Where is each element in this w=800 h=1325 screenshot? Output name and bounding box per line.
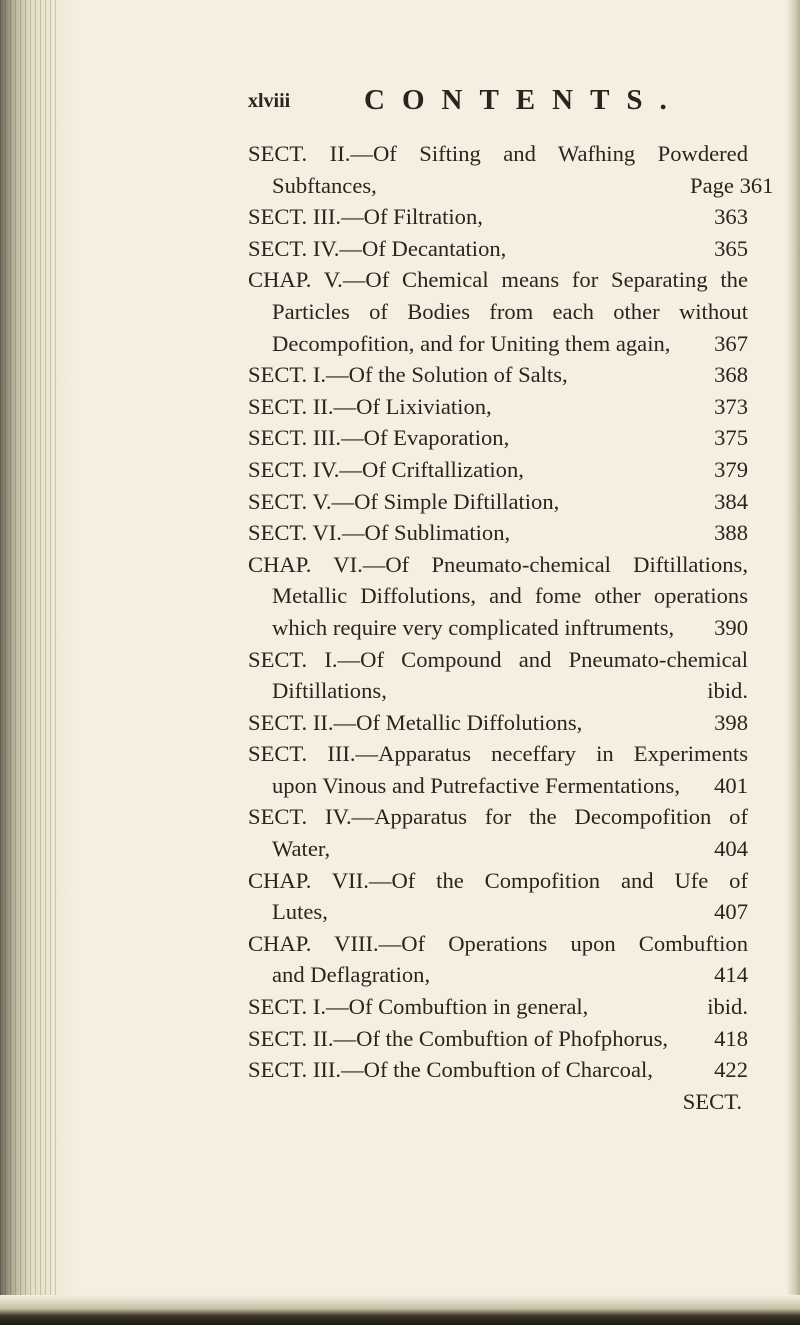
toc-line	[248, 486, 748, 518]
toc-entry	[248, 549, 748, 644]
toc-line-text: SECT. II.—Of Lixiviation,	[248, 393, 492, 419]
toc-line	[248, 1054, 748, 1086]
page-edge-bottom	[0, 1295, 800, 1325]
toc-page-number: 390	[714, 614, 748, 640]
toc-line	[248, 612, 748, 644]
toc-line	[248, 170, 774, 202]
toc-entry	[248, 201, 748, 233]
toc-page-number: 388	[714, 520, 748, 546]
toc-entry	[248, 264, 748, 359]
toc-page-number: ibid.	[707, 678, 748, 704]
toc-line-text: CHAP. VI.—Of Pneumato-chemical Diftillations,	[248, 551, 748, 577]
toc-entry	[248, 644, 748, 707]
toc-line	[248, 833, 748, 865]
toc-line	[248, 928, 748, 960]
toc-line	[248, 391, 748, 423]
toc-entry	[248, 391, 748, 423]
toc-line-text: Diftillations,	[272, 678, 387, 704]
folio-number: xlviii	[248, 90, 291, 112]
toc-entry	[248, 865, 748, 928]
toc-line-text: SECT. III.—Of the Combuftion of Charcoal,	[248, 1057, 653, 1083]
catchword: SECT.	[682, 1088, 742, 1114]
toc-line-text: SECT. II.—Of the Combuftion of Phofphorus,	[248, 1025, 669, 1051]
toc-line-text: CHAP. VII.—Of the Compofition and Ufe of	[248, 867, 748, 893]
toc-entry	[248, 928, 748, 991]
toc-page-number: 401	[714, 772, 748, 798]
toc-entry	[248, 233, 748, 265]
toc-line	[248, 549, 748, 581]
toc-page-number: 422	[714, 1057, 748, 1083]
toc-page-number: 375	[714, 425, 748, 451]
toc-entry	[248, 1023, 748, 1055]
toc-line	[248, 422, 748, 454]
toc-line-text: SECT. I.—Of the Solution of Salts,	[248, 362, 568, 388]
toc-page-number: 384	[714, 488, 748, 514]
toc-page-number: 414	[714, 962, 748, 988]
toc-page-number: 373	[714, 393, 748, 419]
toc-line-text: Subftances,	[272, 172, 377, 198]
toc-line-text: SECT. III.—Of Filtration,	[248, 204, 483, 230]
toc-page-number: 368	[714, 362, 748, 388]
toc-line	[248, 959, 748, 991]
toc-line-text: upon Vinous and Putrefactive Fermentations,	[272, 772, 680, 798]
toc-page-number: ibid.	[707, 994, 748, 1020]
toc-entry	[248, 707, 748, 739]
running-title: CONTENTS.	[364, 84, 684, 116]
page-header	[248, 80, 748, 120]
toc-line	[248, 675, 748, 707]
toc-line	[248, 738, 748, 770]
toc-line	[248, 264, 748, 296]
toc-line-text: and Deflagration,	[272, 962, 431, 988]
toc-page-number: 367	[714, 330, 748, 356]
toc-line-text: CHAP. VIII.—Of Operations upon Combuftion	[248, 930, 748, 956]
toc-line	[248, 296, 748, 328]
toc-line-text: SECT. IV.—Apparatus for the Decompofition of	[248, 804, 748, 830]
toc-line-text: SECT. VI.—Of Sublimation,	[248, 520, 511, 546]
toc-entry	[248, 359, 748, 391]
page-edge-right	[786, 0, 800, 1325]
toc-line	[248, 517, 748, 549]
toc-page-number: Page 361	[690, 172, 774, 198]
toc-line-text: SECT. IV.—Of Criftallization,	[248, 456, 524, 482]
toc-line	[248, 233, 748, 265]
toc-line-text: Water,	[272, 836, 331, 862]
toc-line-text: SECT. II.—Of Sifting and Wafhing Powdered	[248, 141, 748, 166]
toc-line	[248, 1023, 748, 1055]
toc-line	[248, 328, 748, 360]
toc-entry	[248, 991, 748, 1023]
toc-line	[248, 896, 748, 928]
toc-line-text: Lutes,	[272, 899, 328, 925]
toc-line-text: Particles of Bodies from each other without	[272, 298, 748, 324]
toc-line-text: SECT. V.—Of Simple Diftillation,	[248, 488, 560, 514]
toc-line-text: Metallic Diffolutions, and fome other operations	[272, 583, 748, 609]
toc-line	[248, 359, 748, 391]
toc-line	[248, 138, 748, 170]
toc-line	[248, 801, 748, 833]
toc-line-text: SECT. III.—Of Evaporation,	[248, 425, 510, 451]
toc-entry	[248, 486, 748, 518]
toc-line-text: SECT. III.—Apparatus neceffary in Experiments	[248, 741, 748, 767]
table-of-contents	[248, 138, 774, 1086]
toc-line	[248, 991, 748, 1023]
contents-page	[248, 80, 774, 1117]
toc-page-number: 407	[714, 899, 748, 925]
toc-line-text: SECT. II.—Of Metallic Diffolutions,	[248, 709, 583, 735]
toc-entry	[248, 801, 748, 864]
toc-line	[248, 644, 748, 676]
toc-entry	[248, 738, 748, 801]
toc-entry	[248, 138, 774, 201]
toc-line	[248, 454, 748, 486]
toc-line	[248, 770, 748, 802]
toc-page-number: 365	[714, 235, 748, 261]
toc-line-text: Decompofition, and for Uniting them again,	[272, 330, 671, 356]
toc-line-text: which require very complicated inftruments,	[272, 614, 675, 640]
toc-line	[248, 707, 748, 739]
binding-texture	[0, 0, 60, 1325]
toc-line-text: CHAP. V.—Of Chemical means for Separating the	[248, 267, 748, 293]
toc-entry	[248, 1054, 748, 1086]
toc-entry	[248, 454, 748, 486]
toc-line	[248, 865, 748, 897]
toc-entry	[248, 422, 748, 454]
toc-line	[248, 580, 748, 612]
toc-page-number: 363	[714, 204, 748, 230]
toc-page-number: 418	[714, 1025, 748, 1051]
toc-line-text: SECT. I.—Of Compound and Pneumato-chemical	[248, 646, 748, 672]
toc-line-text: SECT. IV.—Of Decantation,	[248, 235, 507, 261]
toc-page-number: 404	[714, 836, 748, 862]
toc-line	[248, 201, 748, 233]
toc-page-number: 379	[714, 456, 748, 482]
toc-page-number: 398	[714, 709, 748, 735]
toc-line-text: SECT. I.—Of Combuftion in general,	[248, 994, 589, 1020]
toc-entry	[248, 517, 748, 549]
